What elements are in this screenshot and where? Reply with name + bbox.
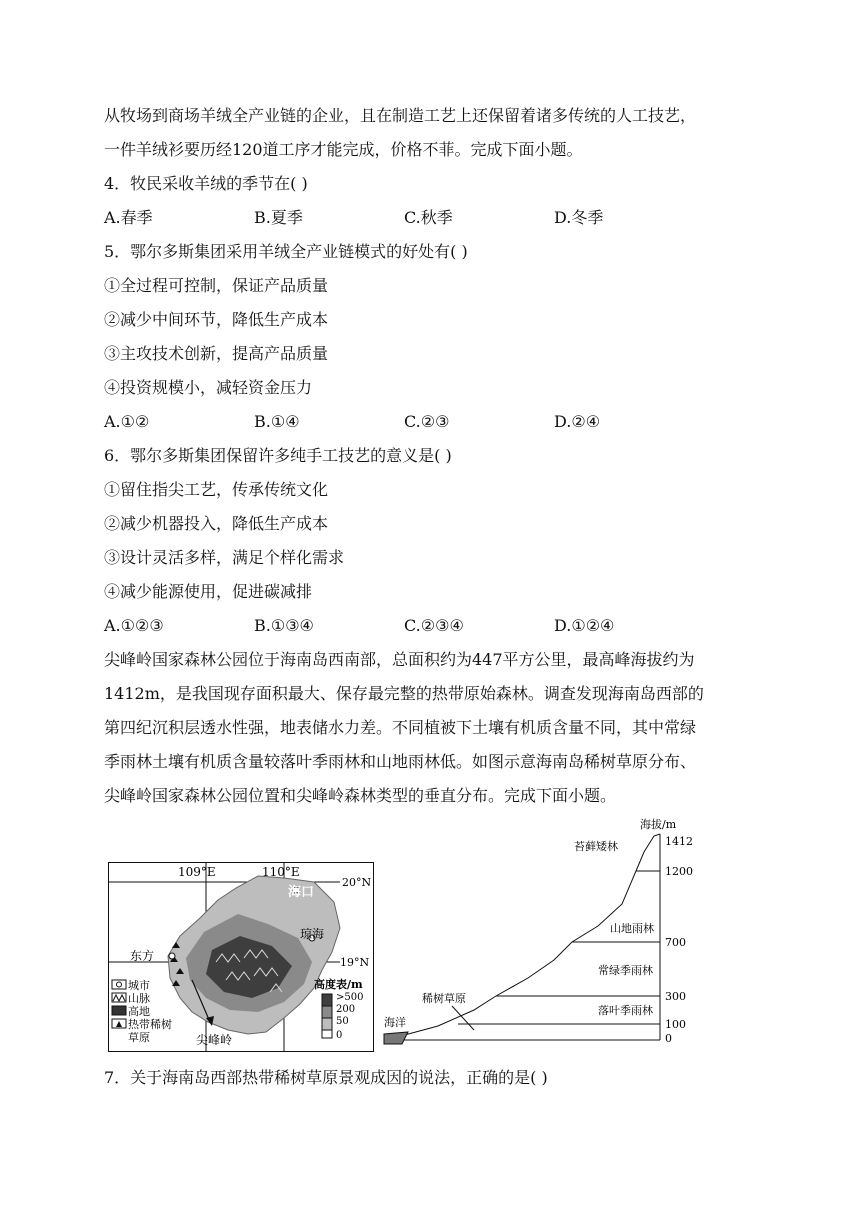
tick-300: 300 — [665, 990, 686, 1003]
q5-option-a: A.①② — [104, 412, 150, 431]
q6-option-b: B.①③④ — [254, 616, 314, 635]
q5-item-4: ④投资规模小，减轻资金压力 — [104, 378, 313, 397]
passage2-line-5: 尖峰岭国家森林公园位置和尖峰岭森林类型的垂直分布。完成下面小题。 — [104, 786, 617, 805]
forest-vertical-profile — [378, 814, 718, 1050]
zone-moss-forest: 苔藓矮林 — [574, 840, 618, 853]
q6-item-3: ③设计灵活多样，满足个样化需求 — [104, 548, 345, 567]
q6-stem: 6．鄂尔多斯集团保留许多纯手工技艺的意义是( ) — [104, 446, 452, 465]
place-dongfang: 东方 — [130, 949, 155, 963]
passage2-line-3: 第四纪沉积层透水性强，地表储水力差。不同植被下土壤有机质含量不同，其中常绿 — [104, 718, 697, 737]
tick-700: 700 — [665, 936, 686, 949]
lon-109-label: 109°E — [178, 865, 216, 879]
legend-savanna-1: 热带稀树 — [128, 1018, 172, 1031]
q5-item-3: ③主攻技术创新，提高产品质量 — [104, 344, 329, 363]
legend-city: 城市 — [128, 979, 150, 992]
passage2-line-1: 尖峰岭国家森林公园位于海南岛西南部，总面积约为447平方公里，最高峰海拔约为 — [104, 650, 695, 669]
q5-option-c: C.②③ — [404, 412, 450, 431]
tick-1200: 1200 — [665, 865, 693, 878]
zone-montane-rainforest: 山地雨林 — [610, 922, 654, 935]
tick-100: 100 — [665, 1018, 686, 1031]
height-200: 200 — [336, 1004, 356, 1015]
passage2-line-2: 1412m，是我国现存面积最大、保存最完整的热带原始森林。调查发现海南岛西部的 — [104, 684, 704, 703]
q6-item-2: ②减少机器投入，降低生产成本 — [104, 514, 329, 533]
q5-option-b: B.①④ — [254, 412, 300, 431]
height-500: >500 — [336, 992, 364, 1003]
legend-savanna-2: 草原 — [128, 1031, 150, 1044]
place-qionghai: 琼海 — [300, 927, 325, 941]
height-0: 0 — [336, 1030, 343, 1041]
q4-stem: 4．牧民采收羊绒的季节在( ) — [104, 174, 308, 193]
q4-option-a: A.春季 — [104, 208, 153, 227]
q4-option-c: C.秋季 — [404, 208, 453, 227]
q4-option-b: B.夏季 — [254, 208, 303, 227]
zone-ocean: 海洋 — [384, 1016, 406, 1029]
q6-option-d: D.①②④ — [554, 616, 615, 635]
q5-item-2: ②减少中间环节，降低生产成本 — [104, 310, 329, 329]
height-50: 50 — [336, 1016, 349, 1027]
lat-20-label: 20°N — [342, 876, 372, 889]
q6-item-1: ①留住指尖工艺，传承传统文化 — [104, 480, 329, 499]
hainan-map — [108, 862, 374, 1052]
zone-deciduous-monsoon: 落叶季雨林 — [598, 1004, 653, 1017]
q5-option-d: D.②④ — [554, 412, 601, 431]
zone-evergreen-monsoon: 常绿季雨林 — [598, 964, 653, 977]
legend-mountain: 山脉 — [128, 992, 150, 1005]
passage1-line-1: 从牧场到商场羊绒全产业链的企业，且在制造工艺上还保留着诸多传统的人工技艺， — [104, 106, 697, 125]
lat-19-label: 19°N — [340, 956, 370, 969]
legend-highland: 高地 — [128, 1005, 150, 1018]
q6-item-4: ④减少能源使用，促进碳减排 — [104, 582, 313, 601]
height-legend-title: 高度表/m — [314, 978, 363, 991]
tick-0: 0 — [665, 1032, 672, 1045]
q6-option-a: A.①②③ — [104, 616, 164, 635]
lon-110-label: 110°E — [262, 865, 300, 879]
axis-title: 海拔/m — [640, 818, 677, 831]
place-jianfengling: 尖峰岭 — [196, 1033, 233, 1047]
sea-shape — [384, 1032, 408, 1044]
place-haikou: 海口 — [288, 885, 315, 900]
q5-item-1: ①全过程可控制，保证产品质量 — [104, 276, 329, 295]
city-dongfang-marker — [169, 953, 175, 959]
q4-option-d: D.冬季 — [554, 208, 604, 227]
q7-stem: 7．关于海南岛西部热带稀树草原景观成因的说法，正确的是( ) — [104, 1068, 548, 1087]
tick-1412: 1412 — [665, 835, 693, 848]
q6-option-c: C.②③④ — [404, 616, 464, 635]
q5-stem: 5．鄂尔多斯集团采用羊绒全产业链模式的好处有( ) — [104, 242, 468, 261]
zone-savanna: 稀树草原 — [422, 992, 466, 1005]
passage2-line-4: 季雨林土壤有机质含量较落叶季雨林和山地雨林低。如图示意海南岛稀树草原分布、 — [104, 752, 697, 771]
passage1-line-2: 一件羊绒衫要历经120道工序才能完成，价格不菲。完成下面小题。 — [104, 140, 583, 159]
